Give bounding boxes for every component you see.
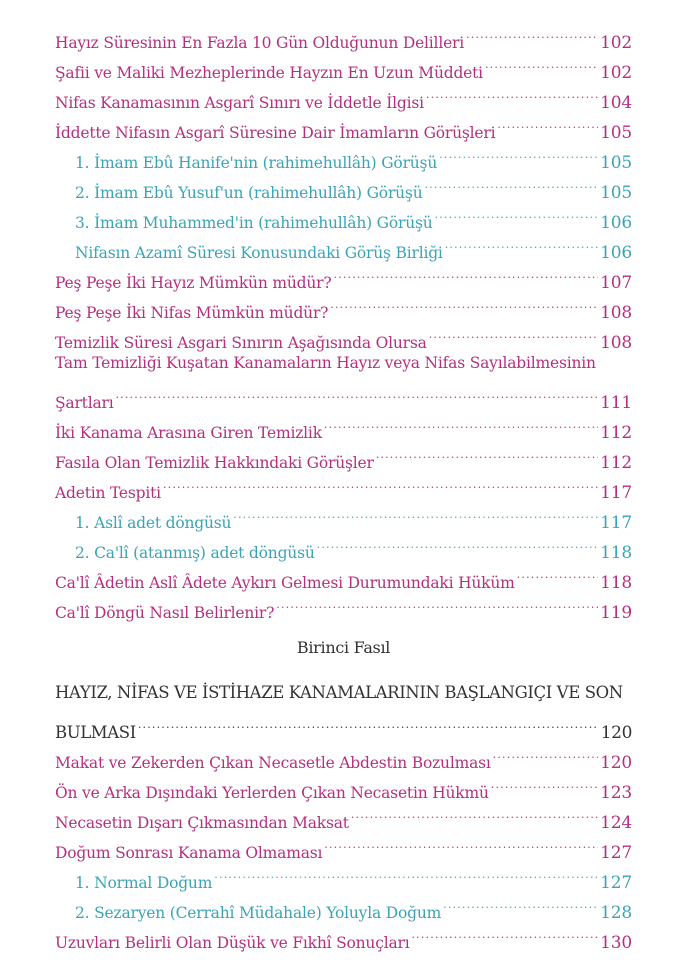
toc-entry-page: 118 xyxy=(600,573,632,593)
toc-entry-title: Makat ve Zekerden Çıkan Necasetle Abdestin Bozulması xyxy=(55,754,491,772)
toc-entry-page: 112 xyxy=(600,453,632,473)
dot-leader xyxy=(429,318,598,348)
table-of-contents xyxy=(55,18,632,953)
toc-entry-title: Doğum Sonrası Kanama Olmaması xyxy=(55,844,323,862)
chapter-title-line xyxy=(55,678,632,708)
dot-leader xyxy=(333,258,598,288)
toc-entry-page: 120 xyxy=(600,753,632,773)
dot-leader xyxy=(491,768,598,798)
toc-entry-title: 3. İmam Muhammed'in (rahimehullâh) Görüşü xyxy=(75,214,433,232)
toc-entry-title: 1. Normal Doğum xyxy=(75,874,213,892)
toc-entry-page: 124 xyxy=(600,813,632,833)
toc-entry-title: 1. İmam Ebû Hanife'nin (rahimehullâh) Görüşü xyxy=(75,154,438,172)
toc-entry-title: Peş Peşe İki Hayız Mümkün müdür? xyxy=(55,274,332,292)
toc-entry xyxy=(55,738,632,773)
dot-leader xyxy=(497,108,598,138)
toc-entry-page: 111 xyxy=(600,393,632,413)
dot-leader xyxy=(445,228,598,258)
dot-leader xyxy=(517,558,598,588)
dot-leader xyxy=(376,438,598,468)
toc-entry-title: İki Kanama Arasına Giren Temizlik xyxy=(55,424,322,442)
toc-entry-page: 130 xyxy=(600,933,632,953)
toc-entry-page: 108 xyxy=(600,303,632,323)
toc-entry-title: 1. Aslî adet döngüsü xyxy=(75,514,232,532)
dot-leader xyxy=(330,288,598,318)
section-heading: Birinci Fasıl xyxy=(296,638,391,657)
toc-entry-title: Adetin Tespiti xyxy=(55,484,161,502)
toc-entry-page: 118 xyxy=(600,543,632,563)
dot-leader xyxy=(435,198,599,228)
toc-entry-page: 106 xyxy=(600,213,632,233)
dot-leader xyxy=(214,858,598,888)
toc-entry-page: 102 xyxy=(600,63,632,83)
chapter-title: HAYIZ, NİFAS VE İSTİHAZE KANAMALARININ BAŞLANGIÇI VE SON xyxy=(55,683,623,702)
toc-entry xyxy=(55,18,632,53)
toc-entry-page: 107 xyxy=(600,273,632,293)
toc-entry-page: 105 xyxy=(600,153,632,173)
toc-entry-page: 128 xyxy=(600,903,632,923)
dot-leader xyxy=(163,468,598,498)
dot-leader xyxy=(485,48,598,78)
dot-leader xyxy=(424,168,598,198)
toc-entry-title: Şafii ve Maliki Mezheplerinde Hayzın En Uzun Müddeti xyxy=(55,64,483,82)
toc-entry-page: 112 xyxy=(600,423,632,443)
chapter-page: 120 xyxy=(600,723,632,743)
toc-entry xyxy=(55,378,632,413)
toc-entry-title: Ca'lî Döngü Nasıl Belirlenir? xyxy=(55,604,275,622)
dot-leader xyxy=(426,78,598,108)
toc-entry-title: 2. Sezaryen (Cerrahî Müdahale) Yoluyla Doğum xyxy=(75,904,442,922)
dot-leader xyxy=(443,888,598,918)
toc-entry-page: 127 xyxy=(600,873,632,893)
chapter-entry xyxy=(55,708,632,743)
toc-entry-title: Nifas Kanamasının Asgarî Sınırı ve İddetle İlgisi xyxy=(55,94,424,112)
toc-entry-title: Nifasın Azamî Süresi Konusundaki Görüş Birliği xyxy=(75,244,443,262)
dot-leader xyxy=(439,138,598,168)
toc-entry-page: 105 xyxy=(600,123,632,143)
toc-entry-page: 104 xyxy=(600,93,632,113)
toc-entry-page: 106 xyxy=(600,243,632,263)
toc-entry-title: Temizlik Süresi Asgari Sınırın Aşağısında Olursa xyxy=(55,334,427,352)
toc-entry-page: 108 xyxy=(600,333,632,353)
dot-leader xyxy=(324,828,598,858)
dot-leader xyxy=(317,528,599,558)
toc-entry-title: Necasetin Dışarı Çıkmasından Maksat xyxy=(55,814,349,832)
toc-entry-title: 2. Ca'lî (atanmış) adet döngüsü xyxy=(75,544,315,562)
toc-entry-title: Uzuvları Belirli Olan Düşük ve Fıkhî Sonuçları xyxy=(55,934,410,952)
toc-entry-title: Ca'lî Âdetin Aslî Âdete Aykırı Gelmesi Durumundaki Hüküm xyxy=(55,574,515,592)
toc-entry-page: 117 xyxy=(600,513,632,533)
toc-entry-wrapped-line xyxy=(55,348,632,378)
dot-leader xyxy=(138,708,599,738)
toc-entry-title: Fasıla Olan Temizlik Hakkındaki Görüşler xyxy=(55,454,374,472)
toc-entry-page: 117 xyxy=(600,483,632,503)
toc-entry-title: Hayız Süresinin En Fazla 10 Gün Olduğunun Delilleri xyxy=(55,34,465,52)
toc-entry-title: Şartları xyxy=(55,394,114,412)
dot-leader xyxy=(351,798,598,828)
dot-leader xyxy=(115,378,598,408)
chapter-title: BULMASI xyxy=(55,723,136,742)
toc-entry-title: 2. İmam Ebû Yusuf'un (rahimehullâh) Görüşü xyxy=(75,184,423,202)
dot-leader xyxy=(324,408,598,438)
toc-entry-title: İddette Nifasın Asgarî Süresine Dair İmamların Görüşleri xyxy=(55,124,496,142)
toc-entry-page: 102 xyxy=(600,33,632,53)
dot-leader xyxy=(493,738,598,768)
dot-leader xyxy=(466,18,598,48)
dot-leader xyxy=(411,918,598,948)
toc-entry-title: Peş Peşe İki Nifas Mümkün müdür? xyxy=(55,304,329,322)
toc-entry xyxy=(55,408,632,443)
dot-leader xyxy=(233,498,598,528)
toc-entry-page: 127 xyxy=(600,843,632,863)
toc-entry-page: 105 xyxy=(600,183,632,203)
toc-entry-page: 119 xyxy=(600,603,632,623)
toc-entry-title: Tam Temizliği Kuşatan Kanamaların Hayız veya Nifas Sayılabilmesinin xyxy=(55,354,596,372)
dot-leader xyxy=(276,588,598,618)
toc-entry-page: 123 xyxy=(600,783,632,803)
toc-entry-title: Ön ve Arka Dışındaki Yerlerden Çıkan Necasetin Hükmü xyxy=(55,784,489,802)
